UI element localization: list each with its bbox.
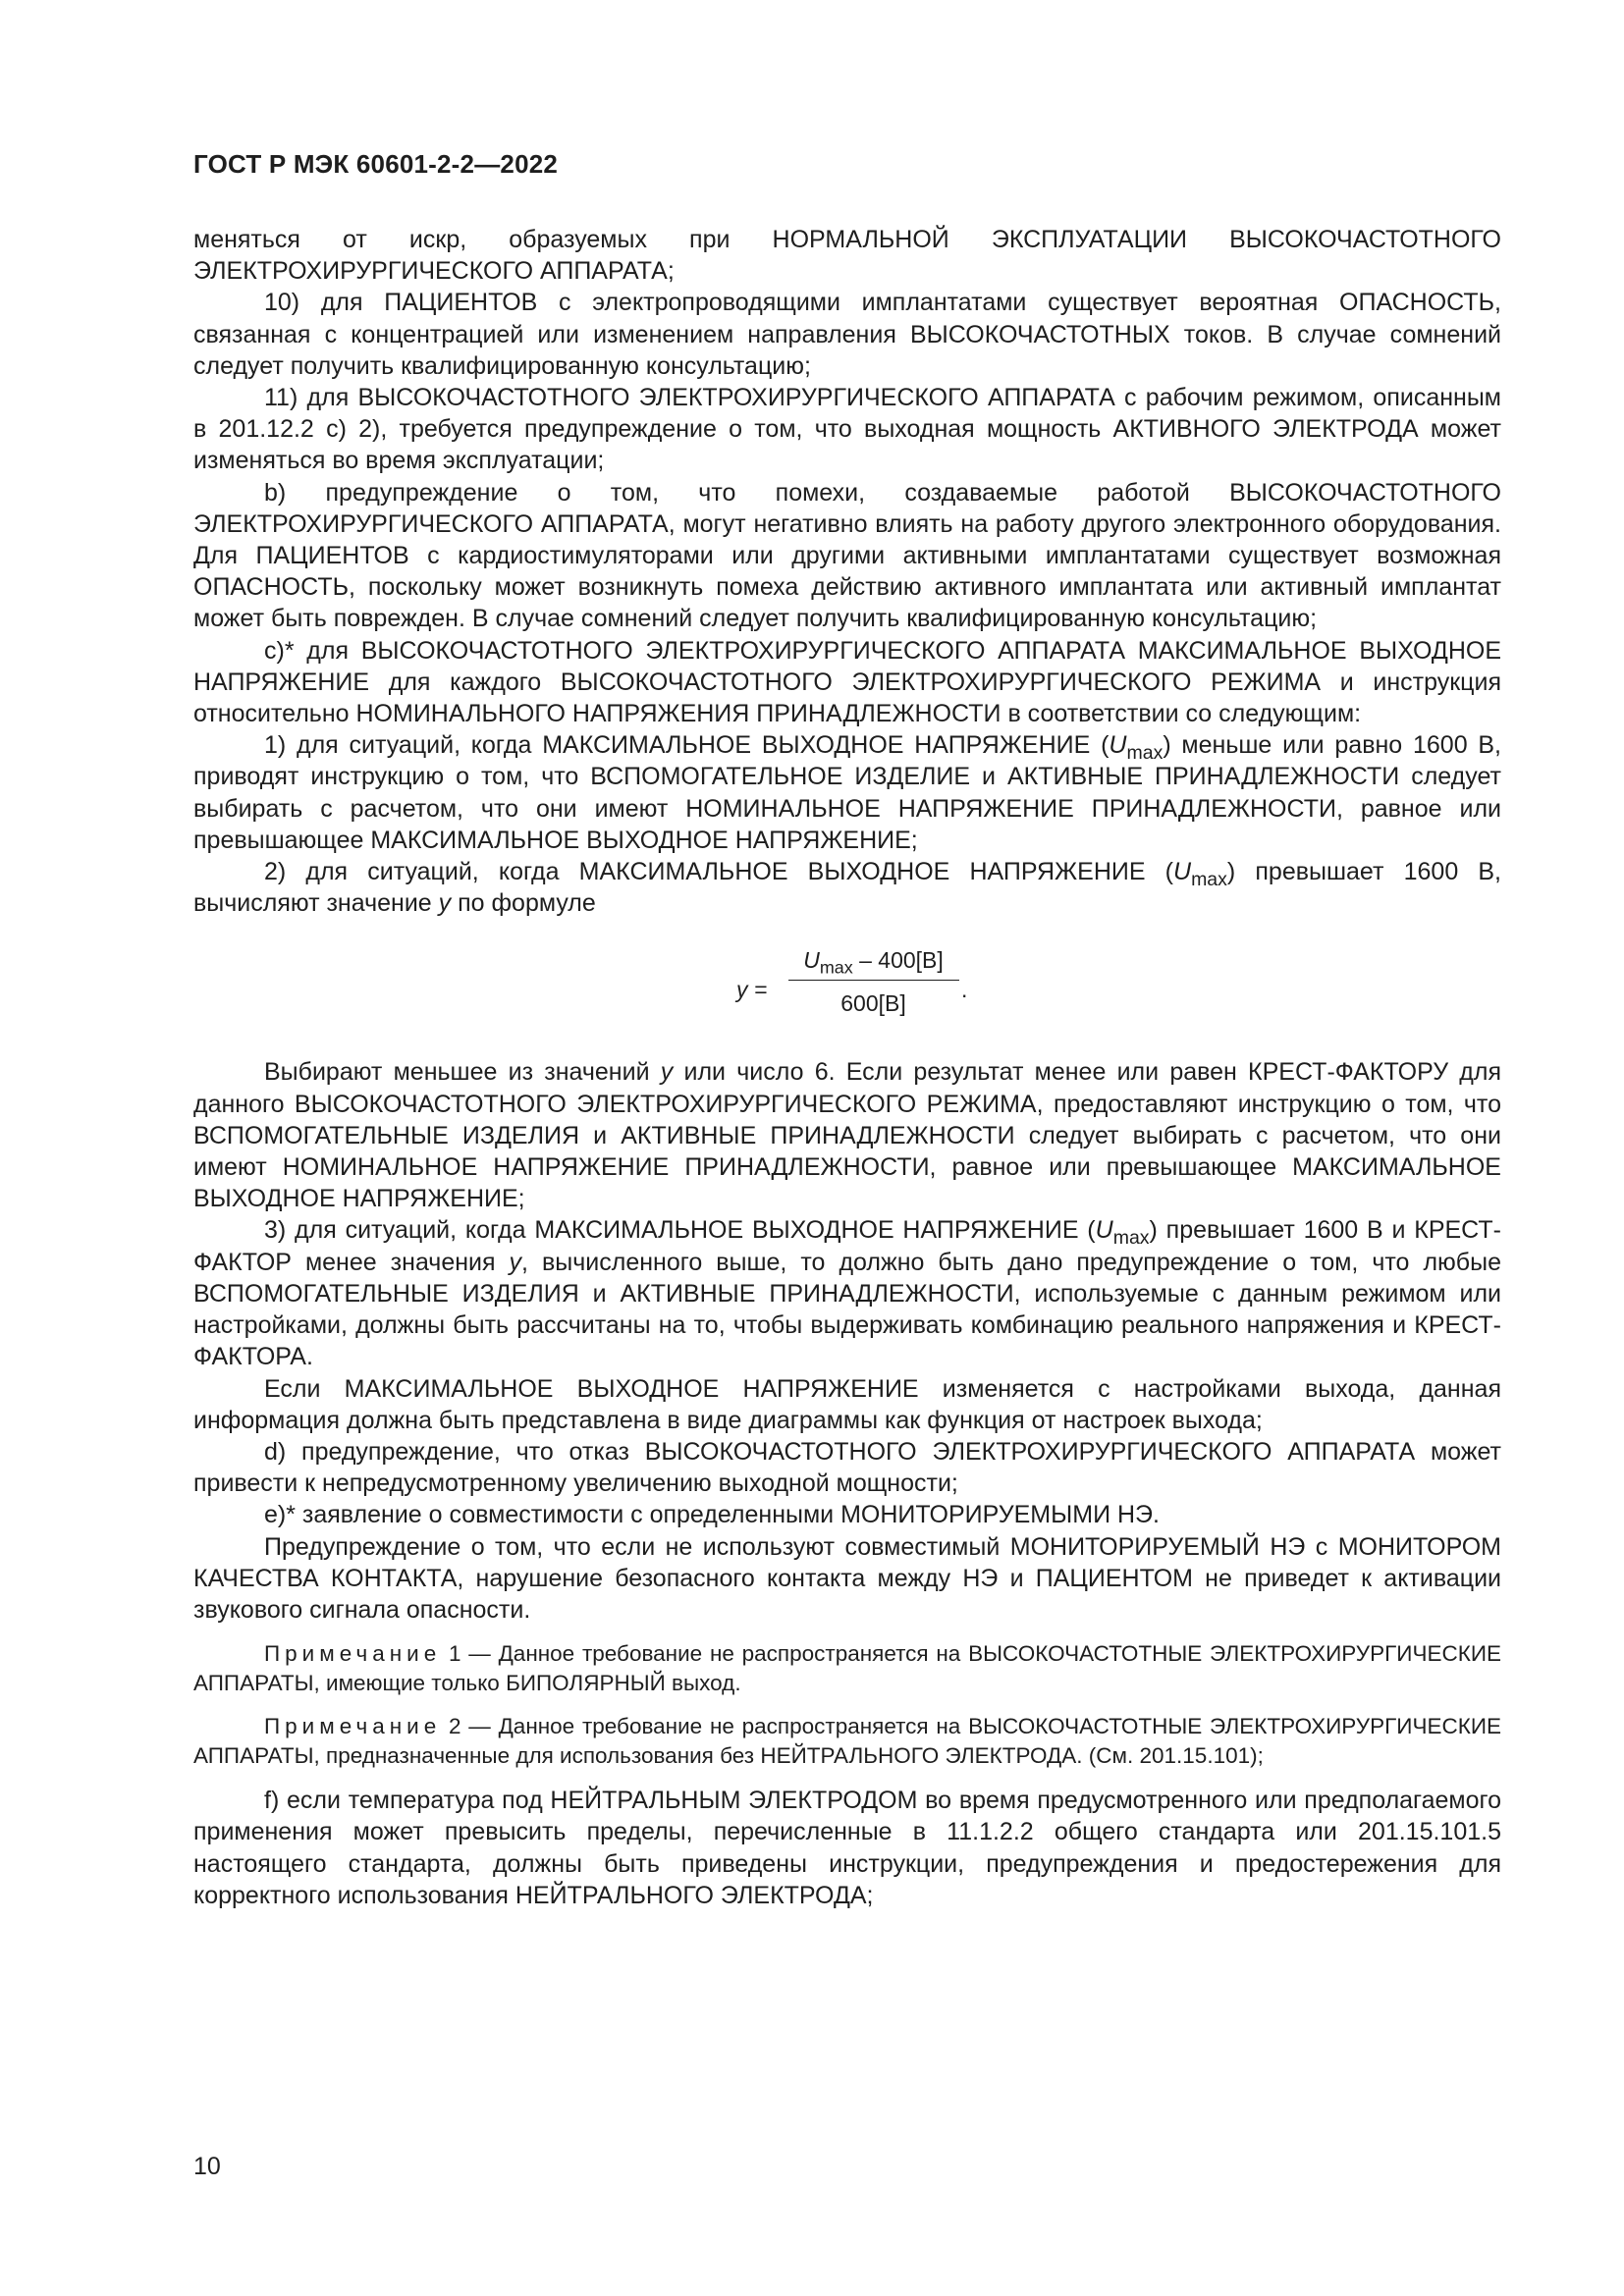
paragraph: f) если температура под НЕЙТРАЛЬНЫМ ЭЛЕКТРОДОМ во время предусмотренного или предполагаемого применения может превысить пределы, перечисленные в 11.1.2.2 общего стандарта или 201.15.101.5 настоящего стандарта, должны быть приведены инструкции, предупреждения и предостережения для корректного использования НЕЙТРАЛЬНОГО ЭЛЕКТРОДА; <box>193 1787 1501 1909</box>
paragraph: Если МАКСИМАЛЬНОЕ ВЫХОДНОЕ НАПРЯЖЕНИЕ изменяется с настройками выхода, данная информация должна быть представлена в виде диаграммы как функция от настроек выхода; <box>193 1374 1501 1434</box>
document-body <box>193 224 1501 1911</box>
text-run: Выбирают меньшее из значений <box>264 1058 661 1087</box>
symbol-max: max <box>1126 742 1164 765</box>
note-label: Примечание <box>264 1641 442 1667</box>
page-header-title: ГОСТ Р МЭК 60601-2-2—2022 <box>193 149 559 179</box>
symbol-u: U <box>803 947 820 974</box>
note-2 <box>193 1712 1501 1771</box>
text-run: , вычисленного выше, то должно быть дано предупреждение о том, что любые ВСПОМОГАТЕЛЬНЫЕ ИЗДЕЛИЯ и АКТИВНЫЕ ПРИНАДЛЕЖНОСТИ, используемые с данным режимом или настройками, должны быть рассчитаны на то, чтобы выдерживать комбинацию реального напряжения и КРЕСТ-ФАКТОРА. <box>193 1248 1501 1371</box>
symbol-y: y <box>660 1058 674 1087</box>
text-run: ) превышает 1600 В и КРЕСТ-ФАКТОР менее значения <box>193 1216 1502 1276</box>
text-run: 3) для ситуаций, когда МАКСИМАЛЬНОЕ ВЫХОДНОЕ НАПРЯЖЕНИЕ ( <box>264 1216 1096 1245</box>
symbol-y: y <box>438 889 452 918</box>
note-1 <box>193 1639 1501 1698</box>
note-label: Примечание <box>264 1714 442 1739</box>
paragraph: Предупреждение о том, что если не используют совместимый МОНИТОРИРУЕМЫЙ НЭ с МОНИТОРОМ КАЧЕСТВА КОНТАКТА, нарушение безопасного контакта между НЭ и ПАЦИЕНТОМ не приведет к активации звукового сигнала опасности. <box>193 1532 1501 1624</box>
paragraph <box>193 1214 1501 1372</box>
symbol-max: max <box>819 957 853 978</box>
symbol-y: y <box>509 1248 522 1276</box>
paragraph <box>193 729 1501 856</box>
formula-lhs: y = <box>736 977 768 1003</box>
text-run: ) превышает 1600 В, вычисляют значение <box>193 858 1501 918</box>
paragraph: b) предупреждение о том, что помехи, создаваемые работой ВЫСОКОЧАСТОТНОГО ЭЛЕКТРОХИРУРГИЧЕСКОГО АППАРАТА, могут негативно влиять на работу другого электронного оборудования. Для ПАЦИЕНТОВ с кардиостимуляторами или другими активными имплантатами существует возможная ОПАСНОСТЬ, поскольку может возникнуть помеха действию активного имплантата или активный имплантат может быть поврежден. В случае сомнений следует получить квалифицированную консультацию; <box>193 478 1501 633</box>
formula-end: . <box>961 977 968 1003</box>
paragraph: d) предупреждение, что отказ ВЫСОКОЧАСТОТНОГО ЭЛЕКТРОХИРУРГИЧЕСКОГО АППАРАТА может привести к непредусмотренному увеличению выходной мощности; <box>193 1437 1501 1498</box>
note-text: 2 — Данное требование не распространяется на ВЫСОКОЧАСТОТНЫЕ ЭЛЕКТРОХИРУРГИЧЕСКИЕ АППАРАТЫ, предназначенные для использования без НЕЙТРАЛЬНОГО ЭЛЕКТРОДА. (См. 201.15.101); <box>193 1714 1501 1769</box>
fraction-bar <box>788 980 959 981</box>
formula-denominator: 600[В] <box>840 990 906 1017</box>
symbol-u: U <box>1173 858 1192 886</box>
text-run: по формуле <box>451 889 596 918</box>
paragraph: 11) для ВЫСОКОЧАСТОТНОГО ЭЛЕКТРОХИРУРГИЧЕСКОГО АППАРАТА с рабочим режимом, описанным в 201.12.2 с) 2), требуется предупреждение о том, что выходная мощность АКТИВНОГО ЭЛЕКТРОДА может изменяться во время эксплуатации; <box>193 384 1501 475</box>
paragraph <box>193 856 1501 919</box>
symbol-u: U <box>1095 1216 1113 1245</box>
text-run: 1) для ситуаций, когда МАКСИМАЛЬНОЕ ВЫХОДНОЕ НАПРЯЖЕНИЕ ( <box>264 731 1110 760</box>
text-run: 2) для ситуаций, когда МАКСИМАЛЬНОЕ ВЫХОДНОЕ НАПРЯЖЕНИЕ ( <box>264 858 1173 886</box>
text-run: или число 6. Если результат менее или равен КРЕСТ-ФАКТОРУ для данного ВЫСОКОЧАСТОТНОГО ЭЛЕКТРОХИРУРГИЧЕСКОГО РЕЖИМА, предоставляют инструкцию о том, что ВСПОМОГАТЕЛЬНЫЕ ИЗДЕЛИЯ и АКТИВНЫЕ ПРИНАДЛЕЖНОСТИ следует выбирать с расчетом, что они имеют НОМИНАЛЬНОЕ НАПРЯЖЕНИЕ ПРИНАДЛЕЖНОСТИ, равное или превышающее МАКСИМАЛЬНОЕ ВЫХОДНОЕ НАПРЯЖЕНИЕ; <box>193 1058 1502 1213</box>
symbol-max: max <box>1191 868 1227 890</box>
symbol-u: U <box>1109 731 1127 760</box>
text-run: ) меньше или равно 1600 В, приводят инструкцию о том, что ВСПОМОГАТЕЛЬНОЕ ИЗДЕЛИЕ и АКТИВНЫЕ ПРИНАДЛЕЖНОСТИ следует выбирать с расчетом, что они имеют НОМИНАЛЬНОЕ НАПРЯЖЕНИЕ ПРИНАДЛЕЖНОСТИ, равное или превышающее МАКСИМАЛЬНОЕ ВЫХОДНОЕ НАПРЯЖЕНИЕ; <box>193 731 1501 854</box>
formula-numerator-rest: – 400[В] <box>852 947 944 974</box>
formula-numerator <box>792 944 954 976</box>
paragraph: 10) для ПАЦИЕНТОВ с электропроводящими имплантатами существует вероятная ОПАСНОСТЬ, связанная с концентрацией или изменением направления ВЫСОКОЧАСТОТНЫХ токов. В случае сомнений следует получить квалифицированную консультацию; <box>193 289 1501 380</box>
paragraph: e)* заявление о совместимости с определенными МОНИТОРИРУЕМЫМИ НЭ. <box>264 1501 1160 1529</box>
paragraph: c)* для ВЫСОКОЧАСТОТНОГО ЭЛЕКТРОХИРУРГИЧЕСКОГО АППАРАТА МАКСИМАЛЬНОЕ ВЫХОДНОЕ НАПРЯЖЕНИЕ для каждого ВЫСОКОЧАСТОТНОГО ЭЛЕКТРОХИРУРГИЧЕСКОГО РЕЖИМА и инструкция относительно НОМИНАЛЬНОГО НАПРЯЖЕНИЯ ПРИНАДЛЕЖНОСТИ в соответствии со следующим: <box>193 636 1501 728</box>
note-text: 1 — Данное требование не распространяется на ВЫСОКОЧАСТОТНЫЕ ЭЛЕКТРОХИРУРГИЧЕСКИЕ АППАРАТЫ, имеющие только БИПОЛЯРНЫЙ выход. <box>193 1641 1501 1696</box>
paragraph: меняться от искр, образуемых при НОРМАЛЬНОЙ ЭКСПЛУАТАЦИИ ВЫСОКОЧАСТОТНОГО ЭЛЕКТРОХИРУРГИЧЕСКОГО АППАРАТА; <box>193 226 1501 286</box>
paragraph <box>193 1056 1501 1214</box>
page-number: 10 <box>193 2153 221 2180</box>
formula <box>193 931 1501 1048</box>
symbol-max: max <box>1112 1227 1150 1250</box>
